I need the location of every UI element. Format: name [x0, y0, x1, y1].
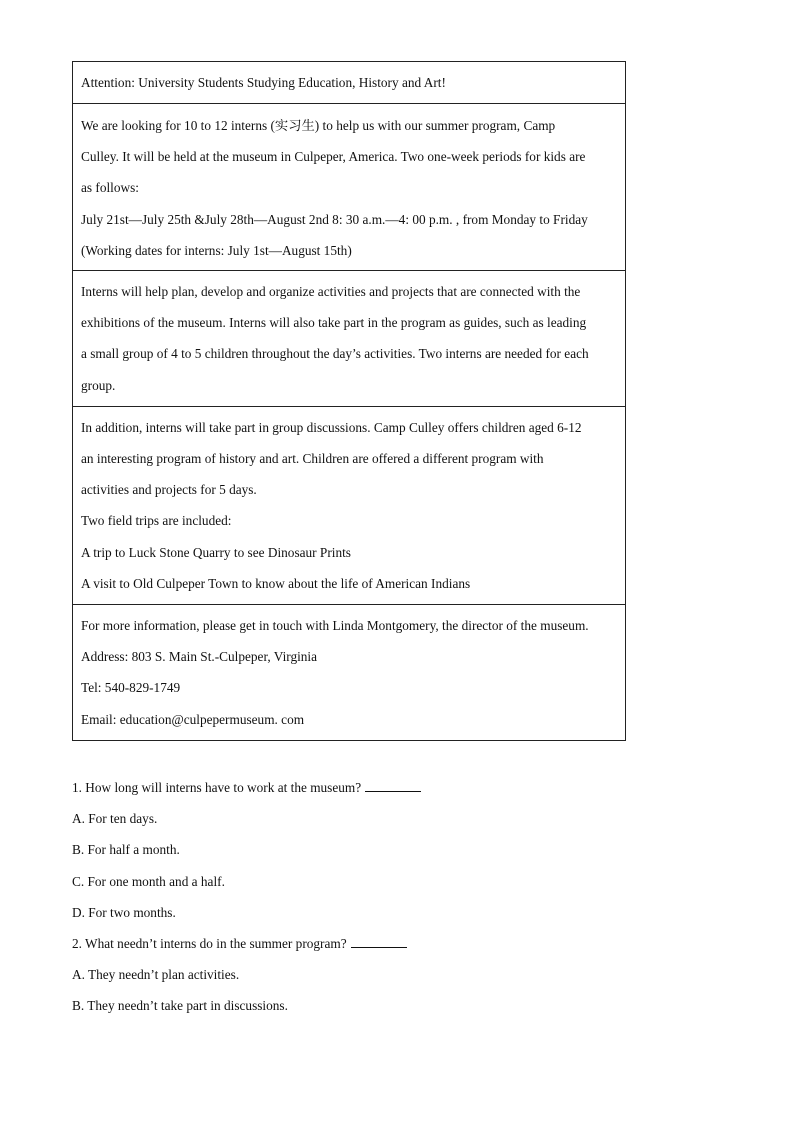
notice-program-cell	[73, 104, 626, 271]
notice-duties-row	[73, 271, 626, 407]
field-trip-item: A trip to Luck Stone Quarry to see Dinosaur Prints	[81, 544, 351, 560]
duties-line: a small group of 4 to 5 children throughout the day’s activities. Two interns are needed for each	[81, 346, 589, 362]
question-option: A. For ten days.	[72, 811, 158, 827]
question-option: A. They needn’t plan activities.	[72, 967, 240, 983]
notice-contact-cell	[73, 605, 626, 741]
notice-table	[72, 61, 626, 741]
question-stem: 1. How long will interns have to work at the museum?	[72, 772, 722, 803]
answer-blank	[351, 935, 407, 948]
program-line: Culley. It will be held at the museum in Culpeper, America. Two one-week periods for kids are	[81, 149, 586, 165]
discussions-line: In addition, interns will take part in group discussions. Camp Culley offers children aged 6-12	[81, 419, 582, 435]
questions-section	[72, 772, 722, 1022]
contact-address: Address: 803 S. Main St.-Culpeper, Virginia	[81, 649, 318, 665]
notice-duties-cell	[73, 271, 626, 407]
notice-contact-row	[73, 605, 626, 741]
duties-line: Interns will help plan, develop and organize activities and projects that are connected with the	[81, 284, 581, 300]
answer-blank	[365, 779, 421, 792]
question-option: C. For one month and a half.	[72, 873, 225, 889]
intern-working-dates: (Working dates for interns: July 1st—August 15th)	[81, 242, 352, 258]
discussions-line: an interesting program of history and art. Children are offered a different program with	[81, 451, 544, 467]
notice-discussions-row	[73, 406, 626, 604]
question-1	[72, 772, 722, 928]
question-option: B. They needn’t take part in discussions.	[72, 998, 288, 1014]
duties-line: exhibitions of the museum. Interns will also take part in the program as guides, such as leading	[81, 315, 587, 331]
question-2	[72, 928, 722, 1022]
question-option: B. For half a month.	[72, 842, 180, 858]
notice-heading-row	[73, 62, 626, 104]
contact-email: Email: education@culpepermuseum. com	[81, 711, 305, 727]
program-line: as follows:	[81, 180, 139, 196]
notice-program-row	[73, 104, 626, 271]
duties-line: group.	[81, 377, 116, 393]
program-line: We are looking for 10 to 12 interns (实习生) to help us with our summer program, Camp	[81, 118, 556, 133]
field-trip-item: A visit to Old Culpeper Town to know about the life of American Indians	[81, 575, 471, 591]
notice-heading: Attention: University Students Studying Education, History and Art!	[81, 75, 446, 90]
contact-intro: For more information, please get in touch with Linda Montgomery, the director of the museum.	[81, 618, 589, 634]
question-stem: 2. What needn’t interns do in the summer program?	[72, 928, 722, 959]
notice-discussions-cell	[73, 406, 626, 604]
contact-tel: Tel: 540-829-1749	[81, 680, 181, 696]
discussions-line: activities and projects for 5 days.	[81, 482, 257, 498]
field-trips-heading: Two field trips are included:	[81, 513, 232, 529]
program-dates: July 21st—July 25th &July 28th—August 2nd 8: 30 a.m.—4: 00 p.m. , from Monday to Friday	[81, 211, 588, 227]
question-option: D. For two months.	[72, 904, 176, 920]
notice-heading-cell	[73, 62, 626, 104]
